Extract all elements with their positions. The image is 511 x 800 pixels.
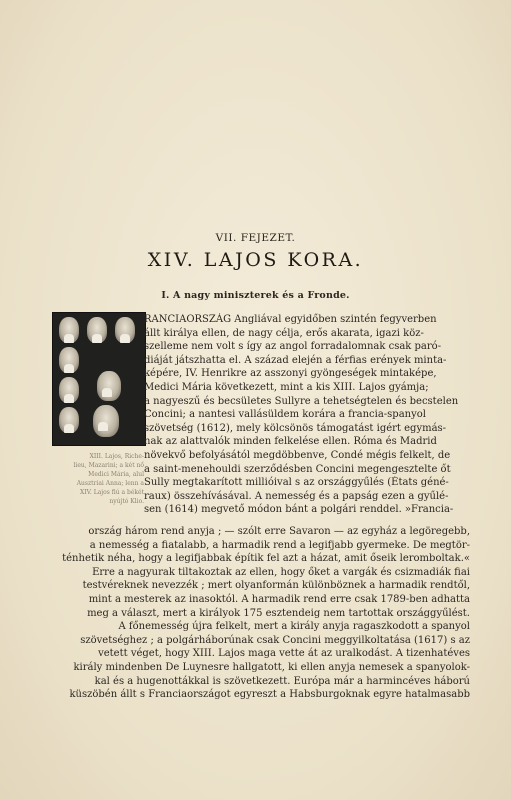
text-line: RANCIAORSZÁG Angliával egyidőben szintén fegyverben <box>144 314 437 325</box>
text-line: Concini; a nantesi vallásüldem korára a francia-spanyol <box>144 409 426 421</box>
text-line: király mindenben De Luynesre hallgatott, ki ellen anyja nemesek a spanyolok- <box>73 661 470 673</box>
text-line: diáját játszhatta el. A század elején a férfias erények minta- <box>144 354 447 366</box>
portrait-2 <box>87 317 107 343</box>
decorated-initial-image <box>52 312 146 446</box>
text-line: ténhetik néha, hogy a legifjabbak építik fel azt a házat, amit őseik leromboltak.« <box>62 553 470 565</box>
section-heading: I. A nagy miniszterek és a Fronde. <box>161 290 350 301</box>
text-line: A főnemesség újra felkelt, mert a király anyja ragaszkodott a spanyol <box>118 621 470 633</box>
text-line: a nagyeszű és becsületes Sullyre a tehetségtelen és becstelen <box>144 395 459 407</box>
caption-line: XIII. Lajos, Riche- <box>89 453 144 460</box>
text-line: sen (1614) megvető módon bánt a polgári renddel. »Francia- <box>144 504 454 516</box>
caption-line: Medici Mária, alul <box>88 471 144 478</box>
text-line: raux) összehívásával. A nemesség és a papság ezen a gyűlé- <box>144 490 449 502</box>
text-line: testvéreknek nevezzék ; mert olyanformán különböznek a harmadik rendtől, <box>82 580 470 592</box>
text-line: a nemesség a fiatalabb, a harmadik rend a legifjabb gyermeke. De megtör- <box>89 539 470 551</box>
page-title: XIV. LAJOS KORA. <box>147 249 364 271</box>
portrait-5 <box>59 377 79 403</box>
portrait-4 <box>59 347 79 373</box>
text-line: Sully megtakarított millióival s az országgyűlés (États géné- <box>144 477 449 489</box>
caption-line: Ausztriai Anna; lenn a <box>76 480 144 487</box>
text-line: szövetséghez ; a polgárháborúnak csak Concini meggyilkoltatása (1617) s az <box>80 634 470 646</box>
text-line: Medici Mária következett, mint a kis XIII. Lajos gyámja; <box>144 381 429 393</box>
text-line: növekvő befolyásától megdöbbenve, Condé mégis felkelt, de <box>144 449 451 461</box>
image-caption <box>52 452 144 506</box>
text-line: küszöbén állt s Franciaországot egyreszt a Habsburgoknak egyre hatalmasabb <box>69 689 470 701</box>
text-line: szelleme nem volt s így az angol forradalomnak csak paró- <box>144 341 442 353</box>
text-line: képére, IV. Henrikre az asszonyi gyöngeségek mintaképe, <box>144 368 437 380</box>
portrait-1 <box>59 317 79 343</box>
portrait-7 <box>59 407 79 433</box>
text-line: szövetség (1612), mely kölcsönös támogatást igért egymás- <box>144 422 447 434</box>
portrait-6 <box>97 371 121 401</box>
portrait-8 <box>93 405 119 437</box>
text-line: Erre a nagyurak tiltakoztak az ellen, hogy őket a vargák és csizmadiák fiai <box>92 566 470 578</box>
chapter-heading: VII. FEJEZET. <box>215 232 296 244</box>
text-line: mint a mesterek az inasoktól. A harmadik rend erre csak 1789-ben adhatta <box>88 593 470 605</box>
text-line: állt királya ellen, de nagy célja, erős akarata, igazi köz- <box>144 327 424 339</box>
body-text-continued <box>52 525 470 702</box>
text-line: meg a választ, mert a királyok 175 esztendeig nem tartottak országgyűlést. <box>87 607 470 619</box>
text-line: vetett véget, hogy XIII. Lajos maga vette át az uralkodást. A tizenhatéves <box>98 648 470 660</box>
caption-line: XIV. Lajos fiú a békét <box>79 489 144 496</box>
text-line: a saint-menehouldi szerződésben Concini megengesztelte őt <box>144 463 451 475</box>
portrait-3 <box>115 317 135 343</box>
text-line: nak az alattvalók minden felkelése ellen. Róma és Madrid <box>144 436 437 448</box>
caption-line: nyújtó Klio. <box>109 498 144 505</box>
text-line: kal és a hugenottákkal is szövetkezett. Európa már a harmincéves háború <box>94 675 470 687</box>
caption-line: lieu, Mazarini; a két nő <box>73 462 144 469</box>
body-text <box>144 313 470 517</box>
text-line: ország három rend anyja ; — szólt erre Savaron — az egyház a legöregebb, <box>88 526 470 537</box>
